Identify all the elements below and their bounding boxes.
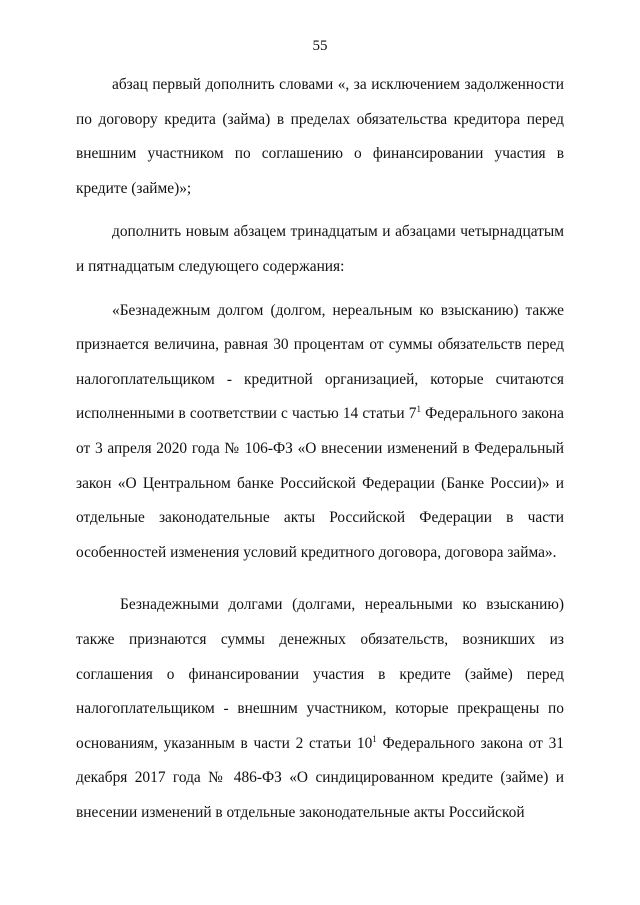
page-number: 55 xyxy=(312,38,328,54)
paragraph-text-part: Федерального закона от 31 декабря 2017 года № 486-ФЗ «О синдицированном кредите (займе) и внесении изменений в отдельные законодательные акты Российской xyxy=(76,734,565,821)
paragraph-add-new-abzacs: дополнить новым абзацем тринадцатым и абзацами четырнадцатым и пятнадцатым следующего содержания: xyxy=(76,223,564,275)
paragraph-bad-debt-thirteenth xyxy=(76,294,564,571)
paragraph-text-part: «Безнадежным долгом (долгом, нереальным ко взысканию) также признается величина, равная 30 процентам от суммы обязательств перед налогоплательщиком - кредитной организацией, которые считаются исполненными в соответствии с частью 14 статьи 7 xyxy=(76,301,564,423)
paragraph-amendment-first-abzac: абзац первый дополнить словами «, за исключением задолженности по договору кредита (займа) в пределах обязательства кредитора перед внешним участником по соглашению о финансировании участия в кредите (займе)»; xyxy=(76,76,564,197)
superscript-index: 1 xyxy=(416,404,421,415)
paragraph-text-part: Федерального закона от 3 апреля 2020 года № 106-ФЗ «О внесении изменений в Федеральный закон «О Центральном банке Российской Федерации (Банке России)» и отдельные законодательные акты Российской Федерации в части особенностей изменения условий кредитного договора, договора займа». xyxy=(76,405,564,561)
superscript-index: 1 xyxy=(372,733,377,744)
document-body xyxy=(76,68,564,830)
paragraph-bad-debts-fourteenth xyxy=(76,588,564,830)
paragraph-text-part: Безнадежными долгами (долгами, нереальными ко взысканию) также признаются суммы денежных обязательств, возникших из соглашения о финансировании участия в кредите (займе) перед налогоплательщиком - внешним участником, которые прекращены по основаниям, указанным в части 2 статьи 10 xyxy=(76,596,564,752)
